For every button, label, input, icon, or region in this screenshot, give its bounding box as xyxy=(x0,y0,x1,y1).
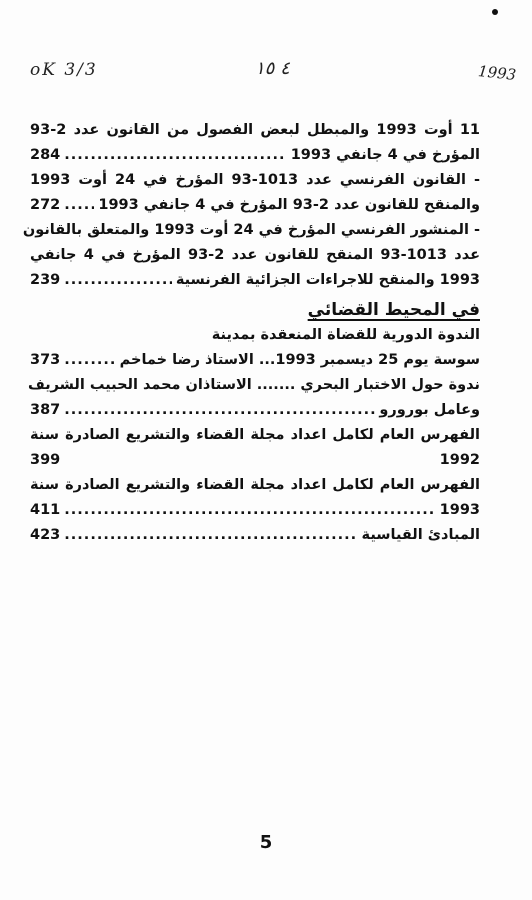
entry-text-line: الندوة الدورية للقضاة المنعقدة بمدينة xyxy=(211,327,480,343)
entry-text-line: المبادئ القياسية xyxy=(361,527,480,543)
entry-page-line xyxy=(30,398,480,423)
toc-entry xyxy=(30,118,480,168)
page-ref: 399 xyxy=(30,452,61,468)
dot-leader xyxy=(64,143,286,168)
dot-leader xyxy=(64,193,94,218)
dot-leader xyxy=(64,348,115,373)
entry-page-line xyxy=(30,498,480,523)
toc-entry xyxy=(30,473,480,523)
toc-entry xyxy=(27,373,480,423)
entry-text-line: الفهرس العام لكامل اعداد مجلة القضاء والتشريع الصادرة سنة xyxy=(30,427,480,443)
page-ref: 423 xyxy=(30,527,61,543)
toc-entry xyxy=(30,423,480,473)
dot-leader xyxy=(64,523,357,548)
entry-page-line xyxy=(30,523,480,548)
entry-text-line: 1992 xyxy=(439,452,480,468)
dot-leader xyxy=(64,268,172,293)
page-ref: 272 xyxy=(30,197,61,213)
toc-entry xyxy=(30,168,480,218)
entry-text-line: - المنشور الفرنسي المؤرخ في 24 أوت 1993 والمتعلق بالقانون xyxy=(22,222,480,238)
table-of-contents xyxy=(22,118,480,548)
entry-text-line: 11 أوت 1993 والمبطل لبعض الفصول من القانون عدد 2-93 xyxy=(30,122,480,138)
entry-text-line: والمنقح للقانون عدد 2-93 المؤرخ في 4 جانفي 1993 xyxy=(98,197,480,213)
entry-text-line: المؤرخ في 4 جانفي 1993 xyxy=(290,147,480,163)
toc-entry xyxy=(30,323,480,373)
entry-text-line: وعامل بورورو xyxy=(379,402,480,418)
ink-dot xyxy=(492,9,498,15)
handwritten-note-right: 1993 xyxy=(477,62,518,84)
page-ref: 387 xyxy=(30,402,61,418)
entry-page-line xyxy=(30,348,480,373)
toc-entry xyxy=(30,523,480,548)
dot-leader xyxy=(64,398,375,423)
page-ref: 373 xyxy=(30,352,61,368)
page-number: 5 xyxy=(259,832,273,853)
entry-page-line xyxy=(30,143,480,168)
entry-page-line xyxy=(30,268,480,293)
entry-text-line: - القانون الفرنسي عدد 1013-93 المؤرخ في 24 أوت 1993 xyxy=(30,172,480,188)
handwritten-note-left: oK 3/3 xyxy=(30,60,98,80)
page-ref: 239 xyxy=(30,272,61,288)
toc-entry xyxy=(22,218,480,293)
entry-page-line xyxy=(30,448,480,473)
handwritten-note-center: ٤ ١٥ xyxy=(255,58,290,79)
entry-text-line: الفهرس العام لكامل اعداد مجلة القضاء والتشريع الصادرة سنة xyxy=(30,477,480,493)
page-ref: 284 xyxy=(30,147,61,163)
entry-page-line xyxy=(30,193,480,218)
section-heading: في المحيط القضائي xyxy=(307,300,480,320)
page-ref: 411 xyxy=(30,502,61,518)
entry-text-line: ندوة حول الاختبار البحري ....... الاستاذان محمد الحبيب الشريف xyxy=(27,377,480,393)
entry-text-line: سوسة يوم 25 ديسمبر 1993... الاستاذ رضا خماخم xyxy=(119,352,480,368)
dot-leader xyxy=(64,498,435,523)
entry-text-line: عدد 1013-93 المنقح للقانون عدد 2-93 المؤرخ في 4 جانفي xyxy=(30,247,480,263)
entry-text-line: 1993 xyxy=(439,502,480,518)
entry-text-line: 1993 والمنقح للاجراءات الجزائية الفرنسية xyxy=(175,272,480,288)
